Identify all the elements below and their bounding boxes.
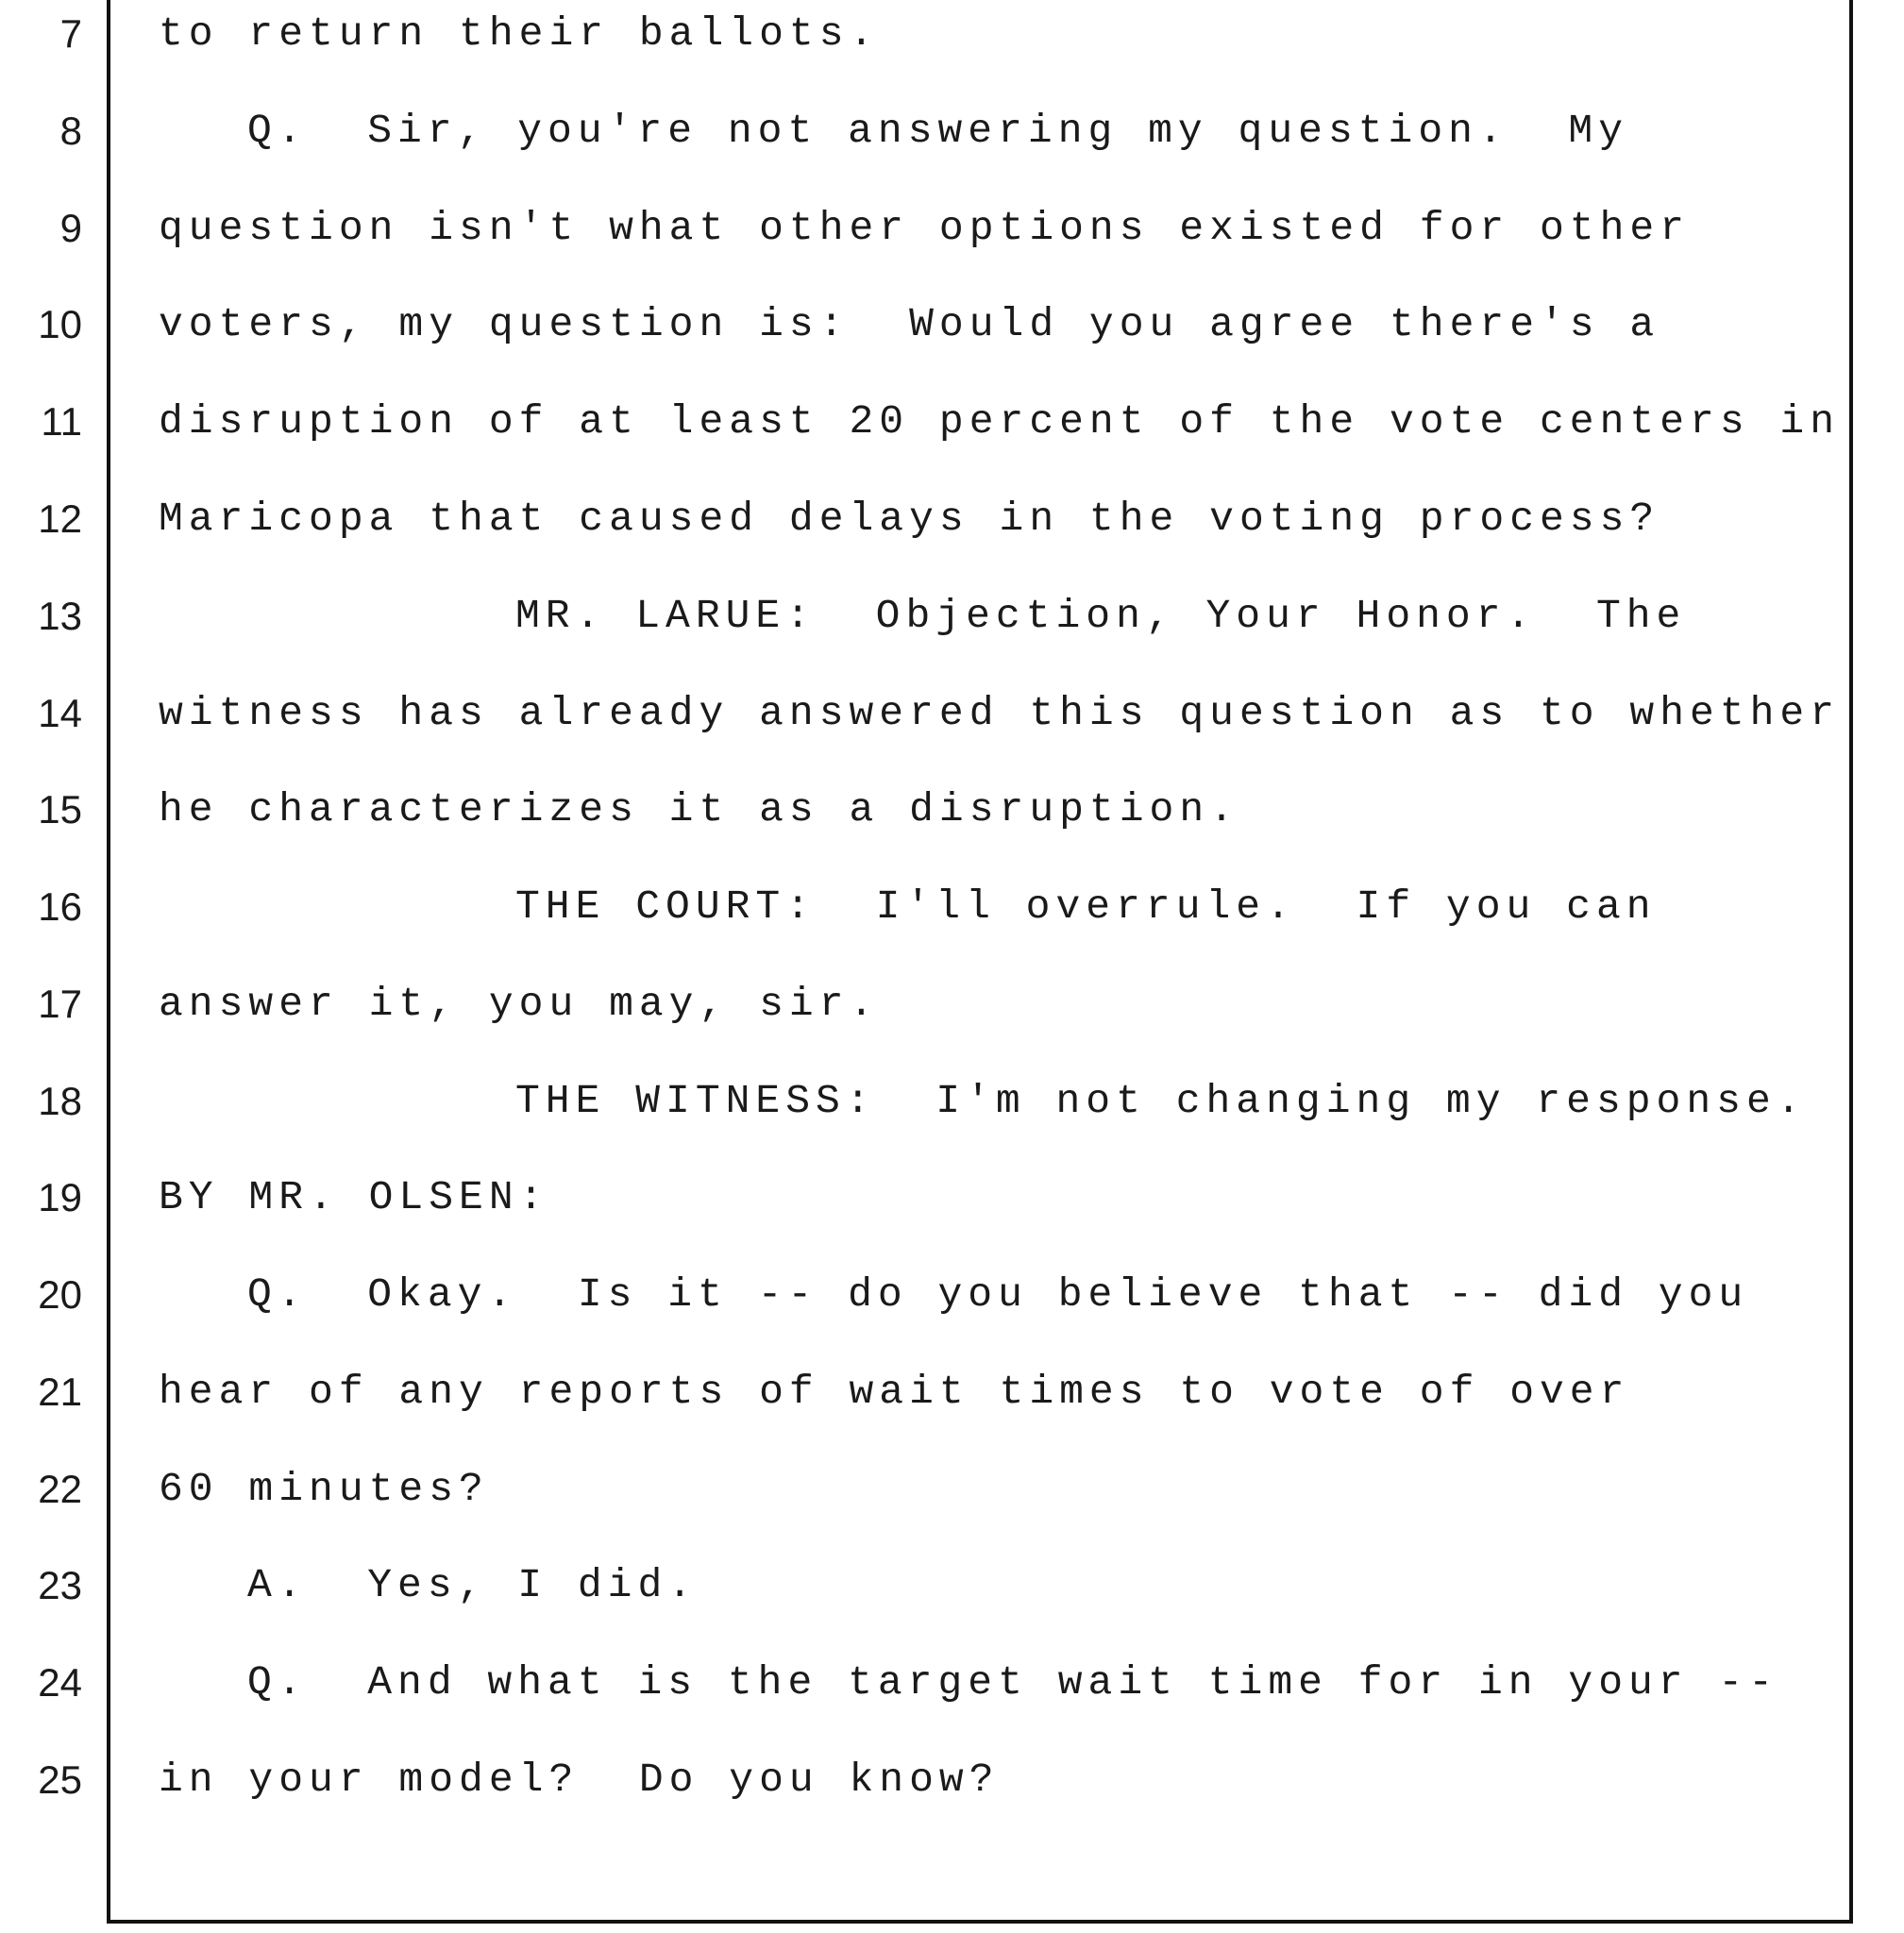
line-number: 12 <box>38 496 82 541</box>
line-text: MR. LARUE: Objection, Your Honor. The <box>515 593 1687 639</box>
line-text: witness has already answered this question as to whether <box>159 690 1841 736</box>
transcript-line <box>0 966 1904 1042</box>
line-number: 22 <box>38 1467 82 1511</box>
line-text: Q. Sir, you're not answering my question. My <box>247 108 1628 154</box>
line-number: 20 <box>38 1272 82 1317</box>
transcript-line <box>0 191 1904 266</box>
line-number: 16 <box>38 884 82 929</box>
line-number: 18 <box>38 1079 82 1123</box>
transcript-line <box>0 1354 1904 1430</box>
transcript-line <box>0 1064 1904 1139</box>
transcript-line <box>0 869 1904 945</box>
line-text: BY MR. OLSEN: <box>159 1174 549 1220</box>
line-number: 13 <box>38 594 82 638</box>
line-text: THE WITNESS: I'm not changing my response. <box>515 1078 1807 1124</box>
line-text: disruption of at least 20 percent of the vote centers in <box>159 398 1841 445</box>
transcript-line <box>0 481 1904 557</box>
line-number: 8 <box>59 109 82 153</box>
transcript-line <box>0 1742 1904 1818</box>
transcript-line <box>0 93 1904 169</box>
transcript-line <box>0 579 1904 654</box>
line-text: Maricopa that caused delays in the voting process? <box>159 496 1660 542</box>
line-number: 24 <box>38 1660 82 1705</box>
transcript-line <box>0 676 1904 751</box>
line-text: hear of any reports of wait times to vote of over <box>159 1369 1630 1415</box>
transcript-line <box>0 772 1904 848</box>
line-text: 60 minutes? <box>159 1466 489 1512</box>
line-number: 15 <box>38 787 82 832</box>
line-text: answer it, you may, sir. <box>159 981 880 1027</box>
line-text: question isn't what other options existed for other <box>159 205 1691 251</box>
line-number: 9 <box>59 206 82 250</box>
line-number: 17 <box>38 982 82 1026</box>
line-number: 21 <box>38 1370 82 1414</box>
line-text: A. Yes, I did. <box>247 1562 699 1608</box>
line-number: 25 <box>38 1757 82 1802</box>
transcript-line <box>0 1645 1904 1721</box>
transcript-line <box>0 287 1904 362</box>
transcript-line <box>0 384 1904 460</box>
line-text: Q. And what is the target wait time for in your -- <box>247 1659 1779 1706</box>
line-number: 23 <box>38 1563 82 1607</box>
transcript-line <box>0 1257 1904 1333</box>
line-text: voters, my question is: Would you agree there's a <box>159 301 1660 347</box>
line-text: in your model? Do you know? <box>159 1757 1000 1803</box>
line-text: to return their ballots. <box>159 10 880 57</box>
transcript-line <box>0 1452 1904 1527</box>
line-number: 14 <box>38 691 82 735</box>
transcript-line <box>0 1548 1904 1623</box>
line-number: 7 <box>59 11 82 56</box>
line-number: 19 <box>38 1175 82 1219</box>
line-text: he characterizes it as a disruption. <box>159 786 1239 832</box>
line-text: Q. Okay. Is it -- do you believe that -- did you <box>247 1271 1749 1318</box>
transcript-line <box>0 0 1904 72</box>
line-text: THE COURT: I'll overrule. If you can <box>515 883 1657 930</box>
transcript-line <box>0 1160 1904 1235</box>
line-number: 11 <box>41 399 82 444</box>
line-number: 10 <box>38 302 82 346</box>
